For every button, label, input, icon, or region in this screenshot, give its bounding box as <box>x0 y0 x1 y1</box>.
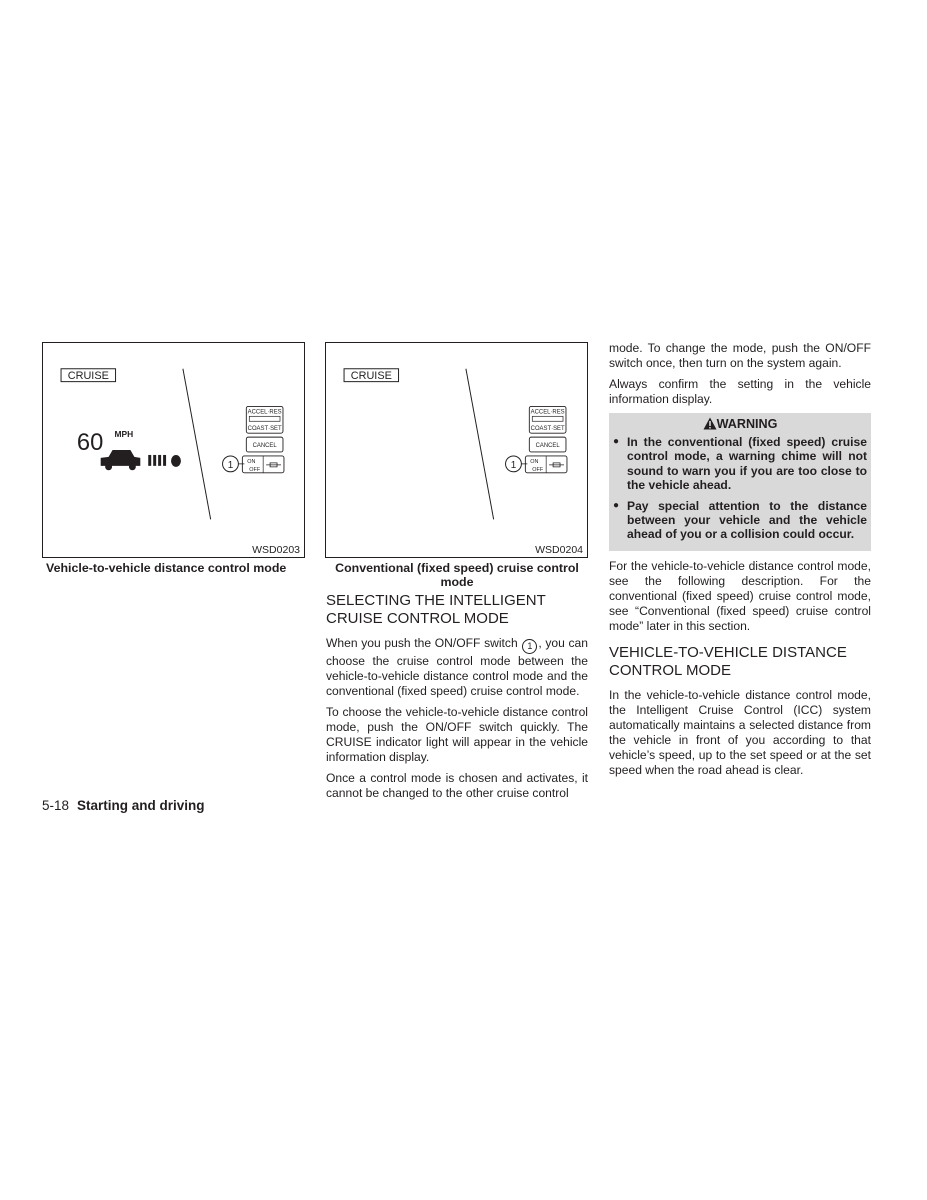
warning-title <box>613 413 867 435</box>
cruise-indicator-label: CRUISE <box>350 370 392 383</box>
cancel-label: CANCEL <box>535 443 560 450</box>
steering-wheel-edge-line <box>466 369 494 520</box>
paragraph-text: , you can choose the cruise control mode between the vehicle-to-vehicle distance control mode and the conventional (fixed speed) cruise control mode. <box>326 636 588 698</box>
right-column <box>609 341 871 784</box>
callout-marker: 1 <box>522 639 537 654</box>
figure-conventional-mode <box>325 342 588 558</box>
distance-switch-icon <box>266 463 281 467</box>
bullet-icon: ● <box>613 436 620 447</box>
figure-id: WSD0203 <box>252 544 300 556</box>
section-name: Starting and driving <box>77 798 205 813</box>
page-number: 5-18 <box>42 798 70 813</box>
paragraph: Once a control mode is chosen and activates, it cannot be changed to the other cruise control <box>326 771 588 800</box>
section-heading: SELECTING THE INTELLIGENT CRUISE CONTROL MODE <box>326 592 546 627</box>
steering-wheel-edge-line <box>183 369 211 520</box>
cancel-label: CANCEL <box>252 443 277 450</box>
warning-title-text: WARNING <box>716 417 778 431</box>
warning-item <box>613 435 867 493</box>
paragraph-text: When you push the ON/OFF switch <box>326 636 518 650</box>
paragraph: For the vehicle-to-vehicle distance control mode, see the following description. For the conventional (fixed speed) cruise control mode, see “Conventional (fixed speed) cruise control mode” later in this section. <box>609 558 871 633</box>
coast-set-label: COAST·SET <box>247 426 282 433</box>
paragraph: Always confirm the setting in the vehicle information display. <box>609 377 871 406</box>
warning-triangle-icon <box>703 417 717 430</box>
off-label: OFF <box>532 466 544 473</box>
accel-res-label: ACCEL·RES <box>247 409 282 416</box>
paragraph: To choose the vehicle-to-vehicle distance control mode, push the ON/OFF switch quickly. The CRUISE indicator light will appear in the vehicle information display. <box>326 705 588 764</box>
on-label: ON <box>530 458 539 465</box>
section-heading: VEHICLE-TO-VEHICLE DISTANCE CONTROL MODE <box>609 643 847 679</box>
cruise-indicator-label: CRUISE <box>67 370 109 383</box>
speed-readout: 60 <box>76 429 104 456</box>
coast-set-label: COAST·SET <box>530 426 565 433</box>
figure-caption: Vehicle-to-vehicle distance control mode <box>46 561 287 575</box>
figure-id: WSD0204 <box>535 544 583 556</box>
figure-illustration <box>43 343 304 557</box>
warning-item <box>613 499 867 542</box>
vehicle-icon <box>101 450 141 470</box>
accel-res-label: ACCEL·RES <box>530 409 565 416</box>
distance-switch-icon <box>549 463 564 467</box>
warning-item-text: Pay special attention to the distance between your vehicle and the vehicle ahead of you or a collision could occur. <box>627 498 867 542</box>
distance-bars-icon <box>148 455 181 467</box>
warning-box <box>609 413 871 551</box>
on-label: ON <box>247 458 256 465</box>
paragraph <box>326 636 588 699</box>
figure-illustration <box>326 343 587 557</box>
figure-caption: Conventional (fixed speed) cruise control mode <box>335 561 579 589</box>
callout-number: 1 <box>510 459 517 471</box>
paragraph: mode. To change the mode, push the ON/OFF switch once, then turn on the system again. <box>609 341 871 370</box>
page-footer <box>42 798 205 813</box>
paragraph: In the vehicle-to-vehicle distance control mode, the Intelligent Cruise Control (ICC) system automatically maintains a selected distance from the vehicle in front of you according to that vehicle’s speed, up to the set speed or at the set speed when the road ahead is clear. <box>609 687 871 777</box>
callout-number: 1 <box>227 459 234 471</box>
bullet-icon: ● <box>613 499 620 511</box>
figure-distance-control-mode <box>42 342 305 558</box>
off-label: OFF <box>249 466 261 473</box>
warning-item-text: In the conventional (fixed speed) cruise control mode, a warning chime will not sound to warn you if you are too close to the vehicle ahead. <box>627 435 867 493</box>
middle-column <box>326 592 588 807</box>
speed-unit-label: MPH <box>114 429 134 440</box>
